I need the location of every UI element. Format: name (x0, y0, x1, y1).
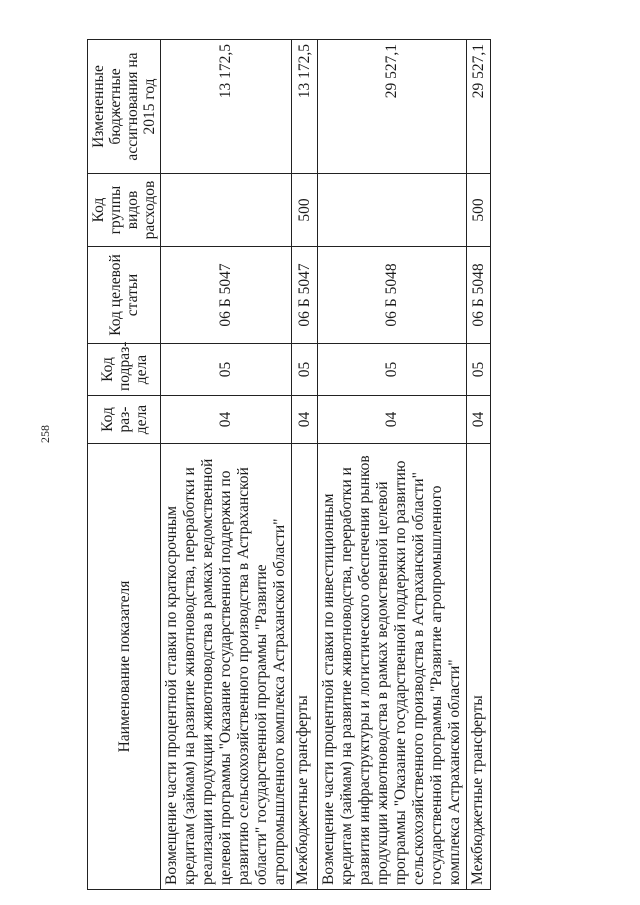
cell-subsection: 05 (161, 344, 292, 396)
rotated-table-wrapper (87, 40, 487, 890)
header-amount: Измененные бюджетные ассигнования на 2015 год (88, 40, 161, 174)
header-group: Код группы видов расходов (88, 174, 161, 247)
cell-target: 06 Б 5047 (161, 247, 292, 344)
cell-subsection: 05 (292, 344, 318, 396)
cell-section: 04 (467, 396, 491, 444)
cell-group: 500 (292, 174, 318, 247)
header-section: Код раз-дела (88, 396, 161, 444)
cell-name: Межбюджетные трансферты (292, 444, 318, 890)
header-target: Код целевой статьи (88, 247, 161, 344)
table-header-row (88, 40, 161, 890)
cell-target: 06 Б 5048 (318, 247, 467, 344)
cell-subsection: 05 (467, 344, 491, 396)
table-row (161, 40, 292, 890)
cell-section: 04 (292, 396, 318, 444)
cell-subsection: 05 (318, 344, 467, 396)
cell-group: 500 (467, 174, 491, 247)
cell-amount: 29 527,1 (318, 40, 467, 174)
cell-group (318, 174, 467, 247)
cell-amount: 13 172,5 (292, 40, 318, 174)
cell-amount: 29 527,1 (467, 40, 491, 174)
cell-section: 04 (161, 396, 292, 444)
cell-name: Межбюджетные трансферты (467, 444, 491, 890)
header-name: Наименование показателя (88, 444, 161, 890)
page-number: 258 (38, 425, 52, 443)
cell-target: 06 Б 5048 (467, 247, 491, 344)
cell-group (161, 174, 292, 247)
table-row (467, 40, 491, 890)
table-row (292, 40, 318, 890)
cell-section: 04 (318, 396, 467, 444)
cell-name: Возмещение части процентной ставки по инвестиционным кредитам (займам) на развитие животноводства, переработки и развития инфраструктуры и логистического обеспечения рынков продукции животноводства в рамках ведомственной целевой программы "Оказание государственной поддержки по развитию сельскохозяйственного производства в Астраханской области" государственной программы "Развитие агропромышленного комплекса Астраханской области" (318, 444, 467, 890)
cell-name: Возмещение части процентной ставки по краткосрочным кредитам (займам) на развитие животноводства, переработки и реализации продукции животноводства в рамках ведомственной целевой программы "Оказание государственной поддержки по развитию сельскохозяйственного производства в Астраханской области" государственной программы "Развитие агропромышленного комплекса Астраханской области" (161, 444, 292, 890)
cell-amount: 13 172,5 (161, 40, 292, 174)
table-row (318, 40, 467, 890)
cell-target: 06 Б 5047 (292, 247, 318, 344)
header-subsection: Код подраз-дела (88, 344, 161, 396)
budget-table (87, 39, 491, 890)
